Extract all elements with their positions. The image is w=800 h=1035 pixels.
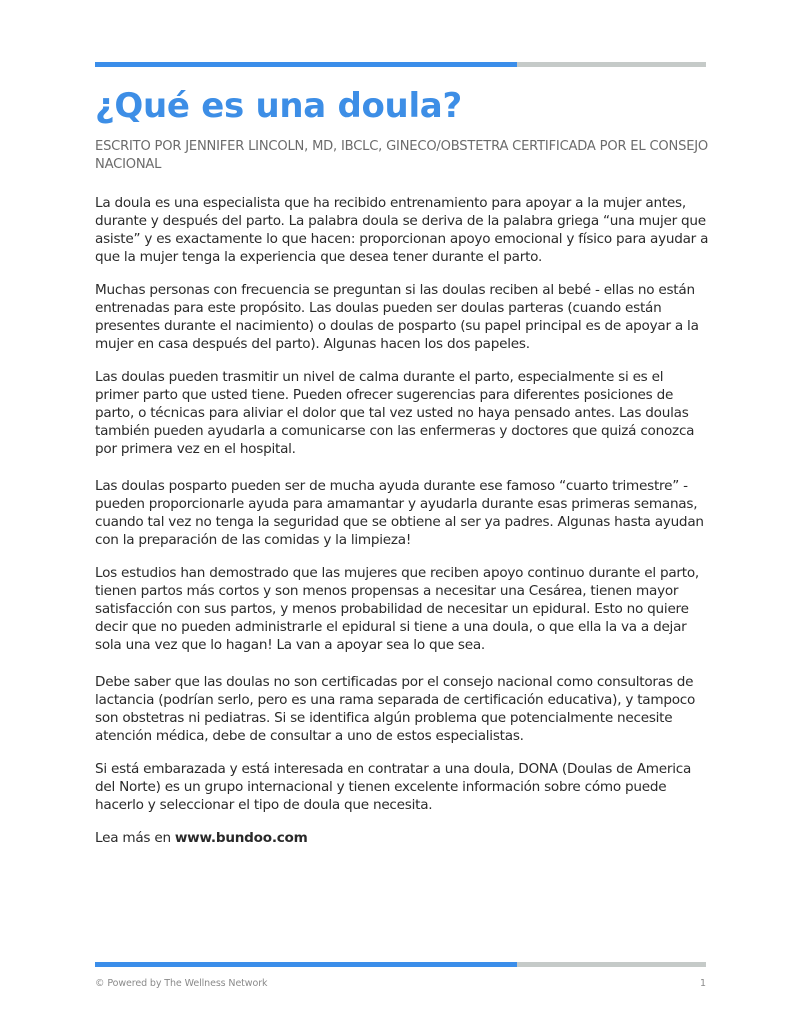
read-more-link[interactable]: www.bundoo.com bbox=[174, 830, 308, 846]
paragraph: Muchas personas con frecuencia se preguntan si las doulas reciben al bebé - ellas no están entrenadas para este propósito. Las doulas pueden ser doulas parteras (cuando están presentes durante el nacimiento) o doulas de posparto (su papel principal es de apoyar a la mujer en casa después del parto). Algunas hacen los dos papeles. bbox=[95, 282, 699, 352]
bottom-accent-bar bbox=[95, 962, 706, 967]
author-byline: ESCRITO POR JENNIFER LINCOLN, MD, IBCLC, GINECO/OBSTETRA CERTIFICADA POR EL CONSEJO NACIONAL bbox=[95, 139, 709, 172]
paragraph: Debe saber que las doulas no son certificadas por el consejo nacional como consultoras de lactancia (podrían serlo, pero es una rama separada de certificación educativa), y tampoco son obstetras ni pediatras. Si se identifica algún problema que potencialmente necesite atención médica, debe de consultar a uno de estos especialistas. bbox=[95, 674, 696, 744]
article-body bbox=[95, 194, 710, 847]
paragraph: Las doulas pueden trasmitir un nivel de calma durante el parto, especialmente si es el primer parto que usted tiene. Pueden ofrecer sugerencias para diferentes posiciones de parto, o técnicas para aliviar el dolor que tal vez usted no haya pensado antes. Las doulas también pueden ayudarla a comunicarse con las enfermeras y doctores que quizá conozca por primera vez en el hospital. bbox=[95, 369, 695, 457]
page-number: 1 bbox=[700, 978, 707, 989]
paragraph: Las doulas posparto pueden ser de mucha ayuda durante ese famoso “cuarto trimestre” - pueden proporcionarle ayuda para amamantar y ayudarla durante esas primeras semanas, cuando tal vez no tenga la seguridad que se obtiene al ser ya padres. Algunas hasta ayudan con la preparación de las comidas y la limpieza! bbox=[95, 478, 704, 548]
top-accent-bar bbox=[95, 62, 706, 67]
article bbox=[95, 80, 710, 862]
paragraph: Si está embarazada y está interesada en contratar a una doula, DONA (Doulas de America del Norte) es un grupo internacional y tienen excelente información sobre cómo puede hacerlo y seleccionar el tipo de doula que necesita. bbox=[95, 761, 692, 813]
bottom-accent-bar-grey bbox=[517, 962, 706, 967]
read-more bbox=[95, 829, 710, 847]
top-accent-bar-blue bbox=[95, 62, 517, 67]
paragraph: La doula es una especialista que ha recibido entrenamiento para apoyar a la mujer antes, durante y después del parto. La palabra doula se deriva de la palabra griega “una mujer que asiste” y es exactamente lo que hacen: proporcionan apoyo emocional y físico para ayudar a que la mujer tenga la experiencia que desea tener durante el parto. bbox=[95, 195, 709, 265]
footer-credit: © Powered by The Wellness Network bbox=[95, 978, 268, 989]
top-accent-bar-grey bbox=[517, 62, 706, 67]
read-more-prefix: Lea más en bbox=[95, 830, 175, 846]
bottom-accent-bar-blue bbox=[95, 962, 517, 967]
page-title: ¿Qué es una doula? bbox=[95, 86, 462, 126]
paragraph: Los estudios han demostrado que las mujeres que reciben apoyo continuo durante el parto, tienen partos más cortos y son menos propensas a necesitar una Cesárea, tienen mayor satisfacción con sus partos, y menos probabilidad de necesitar un epidural. Esto no quiere decir que no pueden administrarle el epidural si tiene a una doula, o que ella la va a dejar sola una vez que lo hagan! La van a apoyar sea lo que sea. bbox=[95, 565, 699, 653]
